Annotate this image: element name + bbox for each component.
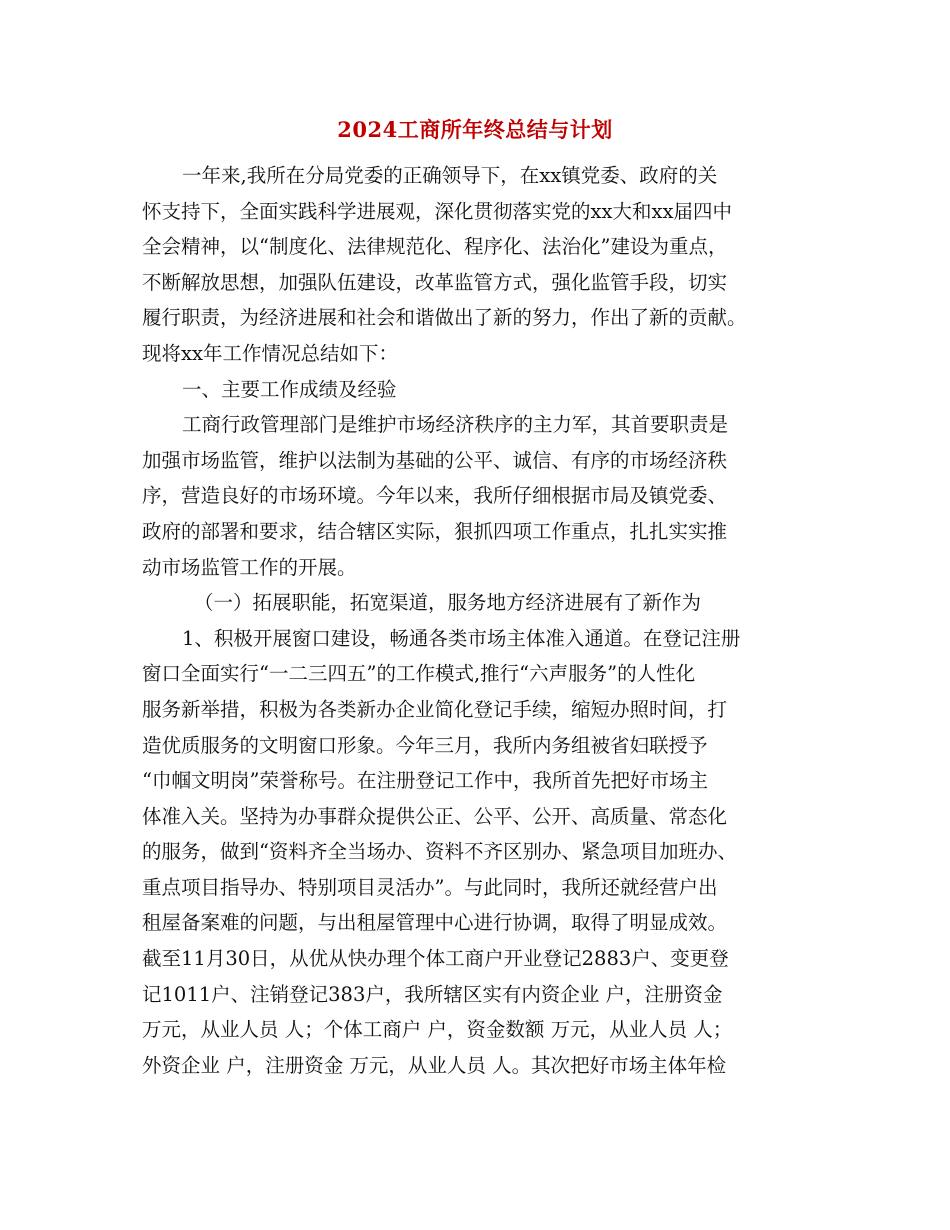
paragraph-line: 截至11月30日，从优从快办理个体工商户开业登记2883户、变更登 — [142, 947, 729, 971]
document-body — [142, 158, 807, 1083]
paragraph-line: 万元，从业人员 人；个体工商户 户，资金数额 万元，从业人员 人； — [142, 1018, 733, 1042]
paragraph-line: 全会精神，以“制度化、法律规范化、程序化、法治化”建设为重点， — [142, 235, 728, 259]
section-heading: 一、主要工作成绩及经验 — [182, 377, 397, 401]
paragraph-line: 记1011户、注销登记383户，我所辖区实有内资企业 户，注册资金 — [142, 982, 723, 1006]
paragraph-line: 服务新举措，积极为各类新办企业简化登记手续，缩短办照时间，打 — [142, 697, 728, 721]
paragraph-line: 加强市场监管，维护以法制为基础的公平、诚信、有序的市场经济秩 — [142, 448, 728, 472]
paragraph-line: 履行职责，为经济进展和社会和谐做出了新的努力，作出了新的贡献。 — [142, 306, 747, 330]
paragraph-line: 现将xx年工作情况总结如下： — [142, 341, 398, 365]
paragraph-line: 体准入关。坚持为办事群众提供公正、公平、公开、高质量、常态化 — [142, 804, 728, 828]
document-title: 2024工商所年终总结与计划 — [337, 117, 613, 142]
paragraph-line: 外资企业 户，注册资金 万元，从业人员 人。其次把好市场主体年检 — [142, 1053, 727, 1077]
paragraph-line: “巾帼文明岗”荣誉称号。在注册登记工作中，我所首先把好市场主 — [142, 769, 708, 793]
paragraph-line: 一年来,我所在分局党委的正确领导下，在xx镇党委、政府的关 — [182, 164, 718, 187]
paragraph-line: 重点项目指导办、特别项目灵活办”。与此同时，我所还就经营户出 — [142, 875, 718, 899]
paragraph-line: 1、积极开展窗口建设，畅通各类市场主体准入通道。在登记注册 — [182, 626, 741, 650]
paragraph-line: 租屋备案难的问题，与出租屋管理中心进行协调，取得了明显成效。 — [142, 911, 728, 935]
subsection-heading: （一）拓展职能，拓宽渠道，服务地方经济进展有了新作为 — [194, 591, 702, 615]
paragraph-line: 窗口全面实行“一二三四五”的工作模式,推行“六声服务”的人性化 — [142, 662, 696, 686]
paragraph-line: 的服务，做到“资料齐全当场办、资料不齐区别办、紧急项目加班办、 — [142, 840, 737, 864]
paragraph-line: 不断解放思想，加强队伍建设，改革监管方式，强化监管手段，切实 — [142, 270, 728, 294]
paragraph-line: 造优质服务的文明窗口形象。今年三月，我所内务组被省妇联授予 — [142, 733, 708, 757]
paragraph-line: 工商行政管理部门是维护市场经济秩序的主力军，其首要职责是 — [182, 413, 729, 437]
paragraph-line: 动市场监管工作的开展。 — [142, 555, 357, 579]
paragraph-line: 怀支持下，全面实践科学进展观，深化贯彻落实党的xx大和xx届四中 — [142, 199, 732, 223]
paragraph-line: 政府的部署和要求，结合辖区实际，狠抓四项工作重点，扎扎实实推 — [142, 519, 728, 543]
paragraph-line: 序，营造良好的市场环境。今年以来，我所仔细根据市局及镇党委、 — [142, 484, 728, 508]
